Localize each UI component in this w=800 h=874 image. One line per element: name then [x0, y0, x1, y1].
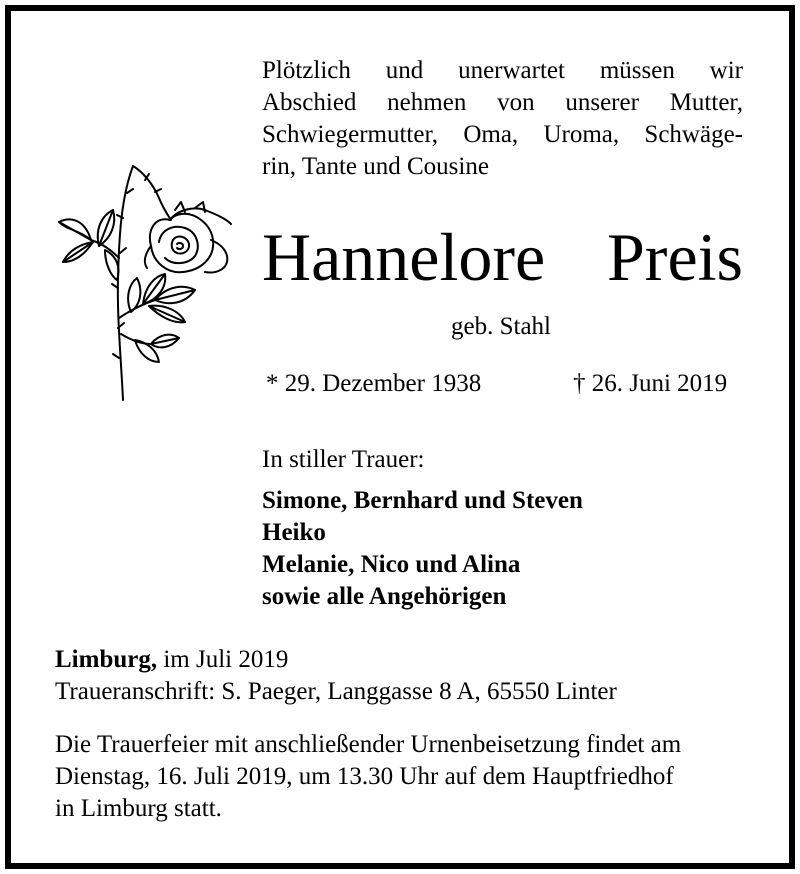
service-line: in Limburg statt.	[55, 795, 222, 822]
place-date-line	[55, 644, 288, 675]
service-line: Die Trauerfeier mit anschließender Urnenbeisetzung findet am	[55, 731, 682, 758]
mourner-line: Heiko	[262, 519, 326, 546]
mourner-line: Simone, Bernhard und Steven	[262, 487, 583, 514]
maiden-name: geb. Stahl	[451, 313, 551, 340]
intro-text	[262, 55, 743, 183]
place-date: im Juli 2019	[157, 646, 289, 673]
mourner-line: Melanie, Nico und Alina	[262, 551, 521, 578]
intro-line: Plötzlich und unerwartet müssen wir	[262, 57, 743, 84]
mourning-label: In stiller Trauer:	[262, 446, 425, 473]
service-line: Dienstag, 16. Juli 2019, um 13.30 Uhr auf dem Hauptfriedhof	[55, 763, 674, 790]
mourner-line: sowie alle Angehörigen	[262, 583, 507, 610]
intro-line: Schwiegermutter, Oma, Uroma, Schwäge-	[262, 121, 743, 148]
mourning-address: Traueranschrift: S. Paeger, Langgasse 8 A, 65550 Linter	[55, 678, 617, 705]
birth-date: * 29. Dezember 1938	[266, 370, 482, 397]
death-date: † 26. Juni 2019	[573, 370, 728, 397]
intro-line: rin, Tante und Cousine	[262, 153, 489, 180]
deceased-name: Hannelore Preis	[262, 219, 743, 295]
intro-line: Abschied nehmen von unserer Mutter,	[262, 89, 743, 116]
rose-illustration-icon	[55, 158, 237, 402]
place: Limburg,	[55, 646, 158, 673]
